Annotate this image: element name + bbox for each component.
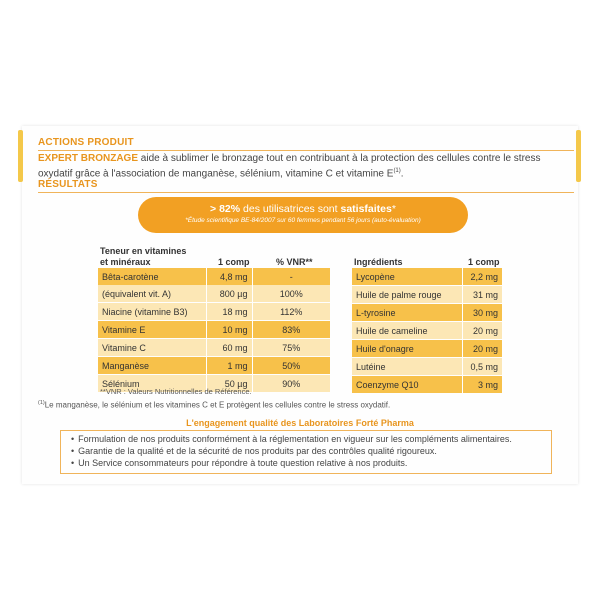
vitamin-dose: 10 mg bbox=[206, 321, 252, 338]
banner-middle: des utilisatrices sont bbox=[240, 203, 341, 215]
table-row bbox=[352, 376, 502, 393]
vitamin-dose: 60 mg bbox=[206, 339, 252, 356]
banner-star: * bbox=[391, 203, 396, 215]
vitamins-table bbox=[98, 268, 330, 392]
list-item: • Un Service consommateurs pour répondre à toute question relative à nos produits. bbox=[71, 457, 545, 469]
banner-emphasis: satisfaites bbox=[340, 203, 392, 215]
table-row bbox=[352, 268, 502, 285]
results-title: RÉSULTATS bbox=[38, 179, 98, 190]
ingredient-name: Huile de palme rouge bbox=[356, 289, 442, 300]
list-item: • Formulation de nos produits conformément à la réglementation en vigueur sur les compléments alimentaires. bbox=[71, 433, 545, 445]
actions-text-end: . bbox=[400, 168, 404, 180]
vitamins-header-dose: 1 comp bbox=[218, 257, 250, 267]
oxidative-footnote bbox=[38, 400, 390, 410]
satisfaction-banner bbox=[138, 197, 468, 233]
vitamin-dose: 4,8 mg bbox=[206, 268, 252, 285]
vitamin-name: Manganèse bbox=[102, 360, 150, 371]
banner-study-note: *Étude scientifique BE-84/2007 sur 60 femmes pendant 56 jours (auto-évaluation) bbox=[185, 217, 421, 224]
vnr-footnote: **VNR : Valeurs Nutritionnelles de Référence. bbox=[100, 387, 252, 396]
ingredient-name: Coenzyme Q10 bbox=[356, 379, 419, 390]
ingredients-header-name: Ingrédients bbox=[354, 257, 403, 267]
ingredient-dose: 20 mg bbox=[462, 322, 502, 339]
vitamin-dose: 18 mg bbox=[206, 303, 252, 320]
vitamin-dose: 800 µg bbox=[206, 285, 252, 302]
vitamin-name: Vitamine E bbox=[102, 324, 146, 335]
vitamin-vnr: 50% bbox=[252, 357, 330, 374]
ingredient-dose: 0,5 mg bbox=[462, 358, 502, 375]
right-flap-edge bbox=[576, 130, 581, 182]
vitamin-name: Sélénium bbox=[102, 378, 140, 389]
table-row bbox=[352, 340, 502, 357]
ingredient-name: Huile d'onagre bbox=[356, 343, 414, 354]
table-row bbox=[352, 322, 502, 339]
footnote-text: Le manganèse, le sélénium et les vitamines C et E protègent les cellules contre le stress oxydatif. bbox=[44, 400, 391, 410]
ingredient-name: Huile de cameline bbox=[356, 325, 428, 336]
vitamin-vnr: - bbox=[252, 268, 330, 285]
ingredient-dose: 31 mg bbox=[462, 286, 502, 303]
ingredient-dose: 3 mg bbox=[462, 376, 502, 393]
ingredient-dose: 2,2 mg bbox=[462, 268, 502, 285]
actions-description bbox=[38, 152, 568, 180]
brand-name: EXPERT BRONZAGE bbox=[38, 153, 139, 164]
ingredient-name: L-tyrosine bbox=[356, 307, 396, 318]
vitamins-header-line2: et minéraux bbox=[100, 257, 151, 267]
table-row bbox=[352, 304, 502, 321]
vitamin-name: Vitamine C bbox=[102, 342, 146, 353]
actions-divider bbox=[38, 150, 574, 151]
table-row bbox=[98, 268, 330, 285]
banner-percent: > 82% bbox=[210, 203, 241, 215]
table-row bbox=[98, 357, 330, 374]
vitamin-vnr: 112% bbox=[252, 303, 330, 320]
vitamin-dose: 1 mg bbox=[206, 357, 252, 374]
vitamin-name: Bêta-carotène bbox=[102, 271, 159, 282]
footnote-sup: (1) bbox=[38, 400, 45, 406]
quality-box bbox=[60, 430, 552, 474]
banner-headline bbox=[138, 203, 468, 215]
ingredient-name: Lutéine bbox=[356, 361, 386, 372]
ingredient-dose: 30 mg bbox=[462, 304, 502, 321]
table-row bbox=[352, 358, 502, 375]
vitamin-vnr: 75% bbox=[252, 339, 330, 356]
vitamins-header-vnr: % VNR** bbox=[276, 257, 313, 267]
ingredients-table bbox=[352, 268, 502, 393]
vitamin-vnr: 100% bbox=[252, 285, 330, 302]
list-item: • Garantie de la qualité et de la sécurité de nos produits par des contrôles qualité rigoureux. bbox=[71, 445, 545, 457]
table-row bbox=[98, 285, 330, 302]
actions-title: ACTIONS PRODUIT bbox=[38, 137, 134, 148]
actions-text-sup: (1) bbox=[393, 168, 401, 174]
actions-text-main: aide à sublimer le bronzage tout en contribuant à la protection des cellules contre le stress oxydatif grâce à l'association de manganèse, sélénium, vitamine C et vitamine E bbox=[38, 153, 541, 180]
vitamin-vnr: 90% bbox=[252, 375, 330, 392]
table-row bbox=[98, 339, 330, 356]
left-flap-edge bbox=[18, 130, 23, 182]
table-row bbox=[98, 303, 330, 320]
vitamin-dose: 50 µg bbox=[206, 375, 252, 392]
vitamins-header-name bbox=[100, 246, 186, 268]
ingredients-header-dose: 1 comp bbox=[468, 257, 500, 267]
quality-title: L'engagement qualité des Laboratoires Forté Pharma bbox=[186, 418, 414, 428]
results-divider bbox=[38, 192, 574, 193]
table-row bbox=[98, 321, 330, 338]
ingredient-name: Lycopène bbox=[356, 271, 395, 282]
vitamin-name: Niacine (vitamine B3) bbox=[102, 306, 188, 317]
vitamin-vnr: 83% bbox=[252, 321, 330, 338]
vitamin-name: (équivalent vit. A) bbox=[102, 288, 172, 299]
table-row bbox=[352, 286, 502, 303]
vitamins-header-line1: Teneur en vitamines bbox=[100, 246, 187, 256]
ingredient-dose: 20 mg bbox=[462, 340, 502, 357]
